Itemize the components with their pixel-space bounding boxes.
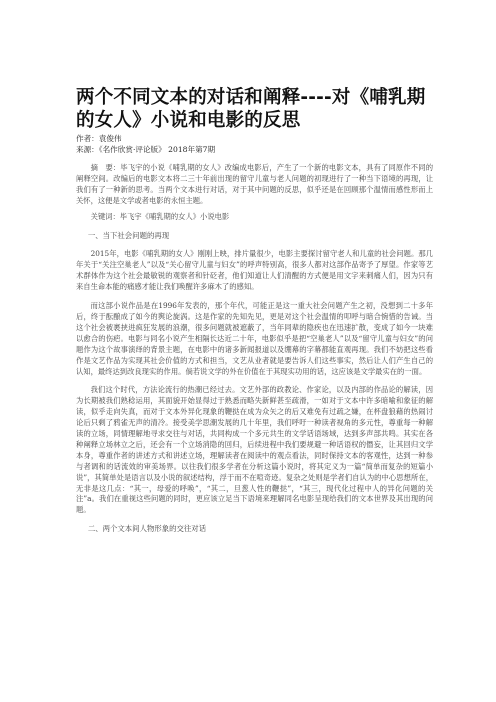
keywords: 关键词：毕飞宇《哺乳期的女人》小说电影 <box>90 211 230 221</box>
body-paragraph-1: 2015年，电影《哺乳期的女人》刚刚上映，排片量很少，电影主要探讨留守老人和儿童的社会问题。那几年关于“关注空巢老人”以及“关心留守儿童与妇女”的呼声特别高，很多人都对这部作品寄予了厚望。作家等艺术群体作为这个社会最敏锐的观察者和针砭者，他们知道让人们清醒的方式便是用文字来刺痛人们，因为只有来自生命本能的痛感才能让我们唤醒许多麻木了的感知。 <box>76 249 433 292</box>
section-heading-1: 一、当下社会问题的再现 <box>87 230 170 240</box>
body-paragraph-3: 我们这个时代，方法论流行的热潮已经过去。文艺外部的政教论、作家论，以及内部的作品论的解读，因为长期被我们熟稔运用，其面貌开始显得过于熟悉而略失新鲜甚至疏滑，一如对于文本中许多暗喻和象征的解读，似乎走向失真，而对于文本外异化现象的鞭挞在成为众矢之的后又难免有过疏之嫌，在杯盘狼藉的热闹讨论后只剩了鸦雀无声的清冷。接受美学思潮发展的几十年里，我们呼吁一种读者视角的多元性，尊重每一种解读的立场，同情理解地寻求交往与对话，共同构成一个多元共生的文学话语场域，达到多声部共鸣。其实在各种阐释立场林立之后，还会有一个立场消隐的回归，后续进程中我们要规避一种话语权的僭妄，让其回归文学本身，尊重作者的讲述方式和讲述立场，理解读者在阅读中的观点看法，同时保持文本的客观性，达到一种参与者调和的话流效的审美场界。以往我们很多学者在分析这篇小说时，将其定义为一篇“简单而复杂的短篇小说”，其简单处是语言以及小说的叙述结构，浮于而不在喧奇迹。复杂之处则是学者们自认为的中心思想所在，无非是这几点：“其一，母爱的呼唤”，“其二，旦葱人性的鞭挞”，“其三，现代化过程中人的异化问题的关注”a。我们在重视这些问题的同时，更应该立足当下语境来理解同名电影呈现给我们的文本世界及其出现的问题。 <box>76 385 433 515</box>
author-line: 作者：袁俊伟 <box>76 134 122 143</box>
section-heading-2: 二、两个文本间人物形象的交往对话 <box>87 524 207 534</box>
abstract: 摘 要：毕飞宇的小说《哺乳期的女人》改编成电影后，产生了一个新的电影文本，具有了同原作不同的阐释空间。改编后的电影文本将二三十年前出现的留守儿童与老人问题的初现进行了一种当下语境的再现，让我们有了一种新的思考。当两个文本进行对话，对于其中问题的反思，似乎还是在回顾那个温情而感性形而上关怀，这便是文学或者电影的永恒主题。 <box>76 163 433 205</box>
article-title: 两个不同文本的对话和阐释----对《哺乳期的女人》小说和电影的反思 <box>76 87 426 131</box>
body-paragraph-2: 而这部小说作品是在1996年发表的，那个年代，可能正是这一重大社会问题产生之初，没想到二十多年后，终于酝酿成了如今的舆论旋涡。这是作家的先知先见，更是对这个社会温情的叩呼与暗合惋惜的告诫。当这个社会被裹挟进疯狂发展的浪潮，很多问题就被遮蔽了，当年同辈的隐疾也在迅速扩散，变成了如今一块难以愈合的伤疤。电影与同名小说产生相隔长达近二十年，电影似乎是把“空巢老人”以及“留守儿童与妇女”的问题作为这个故事演绎的背景主题，在电影中的诸多新闻报道以及绷幕的字幕都能直观再现。我们不妨把这些看作是文艺作品为实现其社会价值的方式和担当，文艺从业者就是要告诉人们这些事实，然后让人们产生自己的认知，最终达到改良现实的作用。倘若说文学的外在价值在于其现实功用的话，这应该是文学最实在的一面。 <box>76 301 433 376</box>
source-line: 来源：《名作欣赏·评论版》 2018年第7期 <box>76 144 216 154</box>
